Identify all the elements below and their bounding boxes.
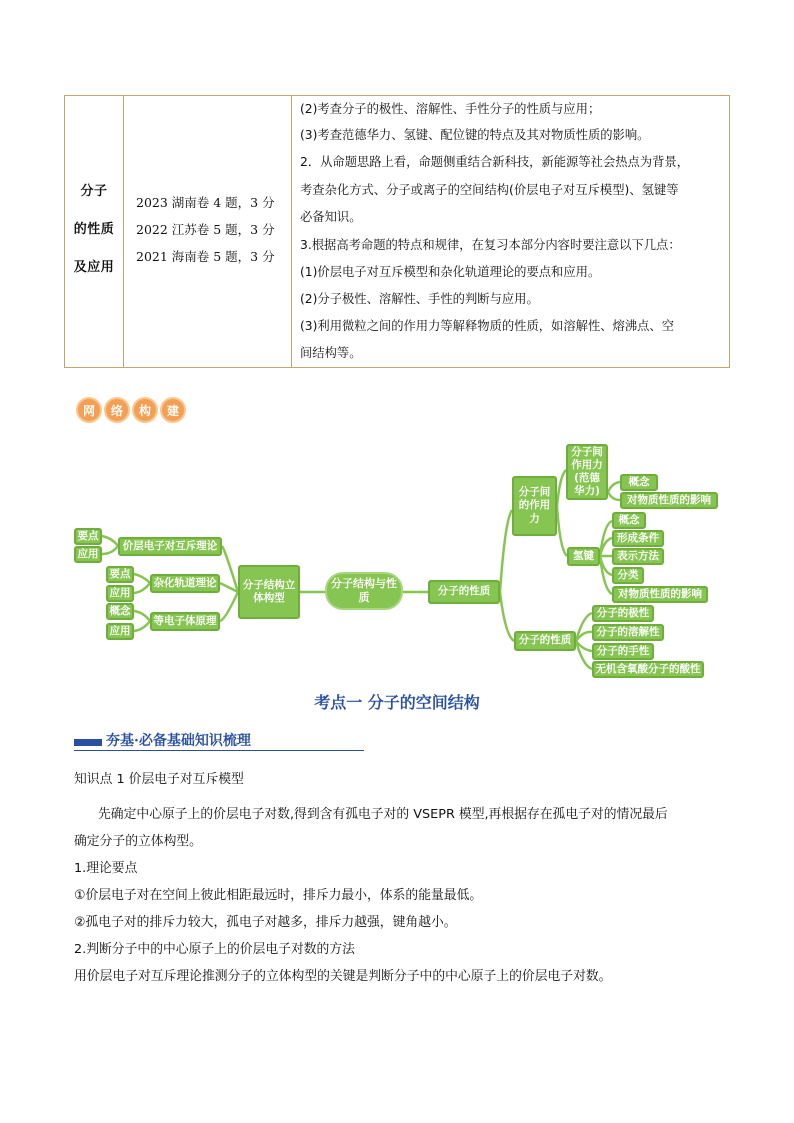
- mm-vdw-node: 分子间作用力(范德华力): [566, 444, 608, 500]
- mm-leaf: 应用: [106, 623, 134, 640]
- mm-leaf: 概念: [620, 474, 658, 491]
- mm-leaf: 分类: [612, 567, 644, 584]
- mm-leaf: 形成条件: [612, 530, 664, 547]
- requirement-line: (3)考查范德华力、氢键、配位键的特点及其对物质性质的影响。: [300, 128, 650, 142]
- requirement-line: 考查杂化方式、分子或离子的空间结构(价层电子对互斥模型)、氢键等: [300, 183, 679, 197]
- badge-char: 络: [104, 397, 130, 423]
- exam-analysis-table: [64, 95, 730, 368]
- badge-char: 网: [76, 397, 102, 423]
- source-line: 2021 海南卷 5 题，3 分: [136, 249, 275, 264]
- mm-hybrid-node: 杂化轨道理论: [150, 574, 220, 593]
- requirement-line: (2)分子极性、溶解性、手性的判断与应用。: [300, 292, 539, 306]
- mm-leaf: 概念: [106, 603, 134, 620]
- mm-center-node: 分子结构与性质: [325, 572, 403, 610]
- paragraph-line: 用价层电子对互斥理论推测分子的立体构型的关键是判断分子中的中心原子上的价层电子对数。: [74, 969, 612, 984]
- requirement-line: 3.根据高考命题的特点和规律，在复习本部分内容时要注意以下几点：: [300, 238, 681, 252]
- paragraph-line: 确定分子的立体构型。: [74, 834, 202, 849]
- knowledge-point-heading: 知识点 1 价层电子对互斥模型: [74, 772, 244, 787]
- requirement-line: 间结构等。: [300, 346, 362, 360]
- mm-leaf: 分子的极性: [592, 605, 654, 622]
- paragraph-line: 先确定中心原子上的价层电子对数,得到含有孤电子对的 VSEPR 模型,再根据存在孤电子对的情况最后: [98, 807, 668, 822]
- mm-left-main: 分子结构立体构型: [238, 565, 300, 619]
- topic-line: 的性质: [73, 222, 115, 237]
- topic-cell: [65, 96, 123, 367]
- mm-leaf: 应用: [74, 546, 102, 563]
- mm-leaf: 应用: [106, 585, 134, 602]
- requirement-line: 必备知识。: [300, 210, 362, 224]
- subheading: 1.理论要点: [74, 861, 138, 876]
- requirement-line: (2)考查分子的极性、溶解性、手性分子的性质与应用；: [300, 102, 601, 116]
- mm-hbond-node: 氢键: [567, 547, 600, 566]
- mm-right-main: 分子的性质: [428, 580, 500, 604]
- mm-leaf: 要点: [106, 566, 134, 583]
- mm-leaf: 分子的溶解性: [592, 624, 664, 641]
- banner-rule: [74, 750, 364, 751]
- topic-line: 及应用: [73, 260, 115, 275]
- paragraph-line: ②孤电子对的排斥力较大，孤电子对越多，排斥力越强，键角越小。: [74, 915, 457, 930]
- requirement-line: (1)价层电子对互斥模型和杂化轨道理论的要点和应用。: [300, 265, 601, 279]
- network-badge: [76, 397, 186, 423]
- mind-map-connectors: [0, 440, 794, 690]
- mm-leaf: 无机含氧酸分子的酸性: [592, 661, 704, 678]
- mind-map: [0, 440, 794, 690]
- mm-leaf: 对物质性质的影响: [620, 492, 718, 509]
- section-title: 考点一 分子的空间结构: [314, 693, 480, 712]
- mm-leaf: 要点: [74, 528, 102, 545]
- paragraph-line: ①价层电子对在空间上彼此相距最远时，排斥力最小，体系的能量最低。: [74, 888, 483, 903]
- subheading: 2.判断分子中的中心原子上的价层电子对数的方法: [74, 942, 355, 957]
- mm-leaf: 概念: [612, 512, 646, 529]
- badge-char: 建: [160, 397, 186, 423]
- source-line: 2022 江苏卷 5 题，3 分: [136, 222, 275, 237]
- mm-props-node: 分子的性质: [514, 631, 576, 651]
- requirement-line: (3)利用微粒之间的作用力等解释物质的性质，如溶解性、熔沸点、空: [300, 319, 675, 333]
- mm-leaf: 表示方法: [612, 548, 664, 565]
- mm-intermol-node: 分子间的作用力: [512, 476, 557, 536]
- mm-leaf: 对物质性质的影响: [612, 586, 708, 603]
- banner-bar: [74, 739, 102, 746]
- column-divider: [291, 96, 292, 367]
- topic-line: 分子: [80, 184, 108, 199]
- requirements-cell: [293, 96, 729, 367]
- requirement-line: 2．从命题思路上看，命题侧重结合新科技，新能源等社会热点为背景，: [300, 155, 690, 169]
- source-line: 2023 湖南卷 4 题，3 分: [136, 195, 275, 210]
- mm-leaf: 分子的手性: [592, 643, 654, 660]
- mm-vsepr-node: 价层电子对互斥理论: [118, 537, 222, 556]
- badge-char: 构: [132, 397, 158, 423]
- sub-banner: [74, 730, 364, 752]
- mm-iso-node: 等电子体原理: [150, 612, 220, 631]
- banner-text: 夯基·必备基础知识梳理: [106, 733, 251, 749]
- source-cell: [124, 96, 291, 367]
